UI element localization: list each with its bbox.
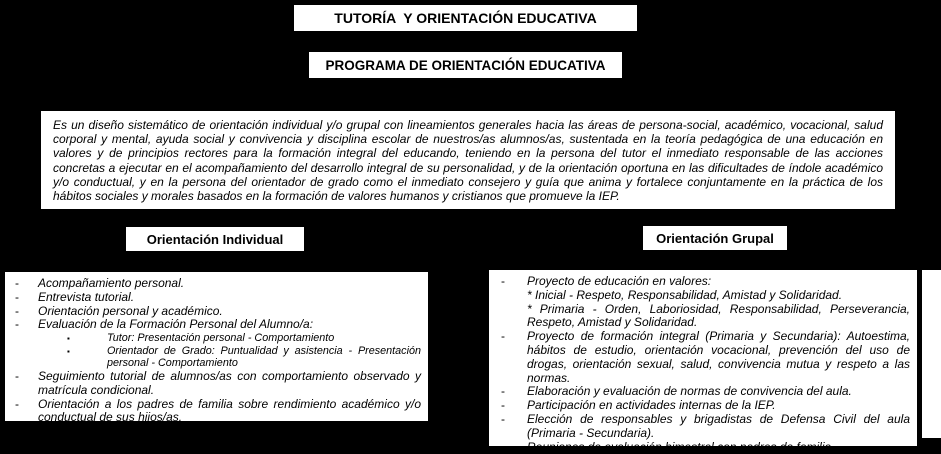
list-item-text: Seguimiento tutorial de alumnos/as con comportamiento observado y matrícula condicional.: [38, 368, 421, 397]
list-item: [489, 399, 917, 413]
individual-list-box: [3, 270, 430, 423]
grupal-header-box: [642, 225, 788, 251]
program-description-box: [39, 109, 897, 211]
dash-bullet: -: [501, 411, 505, 426]
list-item-text: Acompañamiento personal.: [38, 276, 185, 290]
list-item: [5, 370, 428, 398]
list-subitem-text: Tutor: Presentación personal - Comportamiento: [107, 332, 335, 345]
dash-bullet: -: [15, 396, 19, 411]
program-description: Es un diseño sistemático de orientación individual y/o grupal con lineamientos generales hacia las áreas de persona-social, académico, vocacional, salud corporal y mental, ayuda social y convivencia y disciplina escolar de nuestros/as alumnos/as, sustentada en la teoría pedagógica de una educación en valores y de principios rectores para la formación integral del educando, teniendo en la persona del tutor el inmediato responsable de las acciones concretas a ejecutar en el acompañamiento del desarrollo integral de su personalidad, y de la orientación oportuna en las dificultades de índole académico y/o conductual, y en la persona del orientador de grado como el inmediato consejero y guía que anima y fortalece conjuntamente en la práctica de los hábitos sociales y morales basados en la formación de valores humanos y cristianos que promueve la IEP.: [53, 118, 883, 204]
dash-bullet: -: [15, 317, 19, 332]
dash-bullet: -: [501, 329, 505, 344]
dash-bullet: -: [15, 368, 19, 383]
grupal-header-label: Orientación Grupal: [656, 230, 774, 246]
list-item-text: Elección de responsables y brigadistas de Defensa Civil del aula (Primaria - Secundaria).: [527, 411, 910, 440]
square-bullet: ▪: [67, 334, 70, 344]
list-subitem: [5, 345, 428, 370]
list-item-text: Elaboración y evaluación de normas de convivencia del aula.: [527, 384, 852, 399]
program-title: PROGRAMA DE ORIENTACIÓN EDUCATIVA: [325, 57, 606, 73]
list-item: [489, 330, 917, 385]
list-item: [5, 318, 428, 332]
list-subitem-text: Orientador de Grado: Puntualidad y asistencia - Presentación personal - Comportamiento: [107, 344, 421, 370]
list-item: [5, 305, 428, 319]
list-item: [489, 441, 917, 454]
square-bullet: ▪: [67, 346, 70, 356]
list-item: [5, 291, 428, 305]
list-item-text: Reuniones de evaluación bimestral con padres de familia.: [527, 439, 835, 454]
list-item: [489, 385, 917, 399]
list-item-text: Proyecto de educación en valores:: [527, 274, 712, 288]
dash-bullet: -: [501, 384, 505, 399]
individual-header-label: Orientación Individual: [146, 231, 284, 247]
list-item-text: Entrevista tutorial.: [38, 289, 135, 304]
dash-bullet: -: [15, 276, 19, 290]
list-subline: [489, 289, 917, 303]
list-item-text: Proyecto de formación integral (Primaria y Secundaria): Autoestima, hábitos de estudio, orientación vocacional, prevención del uso de drogas, orientación sexual, salud, convivencia mutua y respeto a las normas.: [527, 329, 910, 385]
dash-bullet: -: [15, 289, 19, 304]
list-subline-text: * Inicial - Respeto, Responsabilidad, Amistad y Solidaridad.: [527, 287, 843, 302]
individual-header-box: [125, 226, 305, 252]
list-item: [489, 413, 917, 441]
main-title: TUTORÍA Y ORIENTACIÓN EDUCATIVA: [334, 10, 597, 26]
dash-bullet: -: [501, 274, 505, 288]
list-subline-text: * Primaria - Orden, Laboriosidad, Responsabilidad, Perseverancia, Respeto, Amistad y Solidaridad.: [527, 301, 910, 330]
list-subitem: [5, 332, 428, 345]
program-title-box: [308, 51, 623, 79]
main-title-box: [293, 4, 638, 32]
list-item-text: Orientación a los padres de familia sobre rendimiento académico y/o conductual de sus hijos/as.: [38, 396, 421, 425]
dash-bullet: -: [501, 439, 505, 454]
page-edge-strip: [922, 270, 941, 438]
list-subline: [489, 303, 917, 331]
list-item-text: Participación en actividades internas de la IEP.: [527, 398, 776, 413]
list-item: [5, 398, 428, 426]
grupal-list-box: [487, 268, 919, 454]
list-item-text: Orientación personal y académico.: [38, 303, 223, 318]
list-item-text: Evaluación de la Formación Personal del Alumno/a:: [38, 317, 314, 332]
list-item: [5, 277, 428, 291]
dash-bullet: -: [501, 398, 505, 413]
dash-bullet: -: [15, 303, 19, 318]
list-item: [489, 275, 917, 289]
